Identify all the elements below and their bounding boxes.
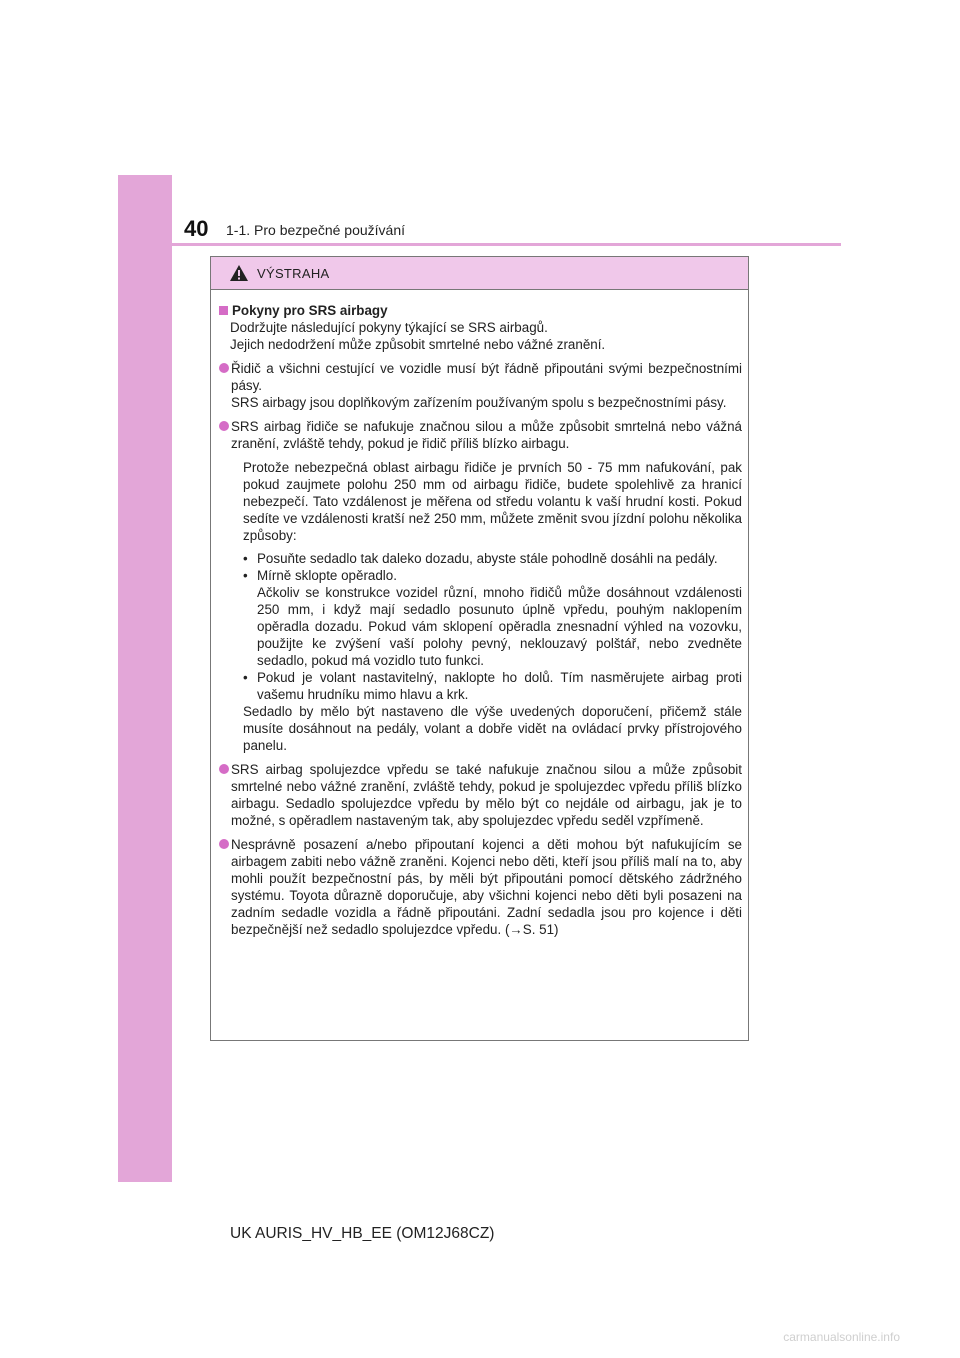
round-bullet-icon — [219, 764, 229, 774]
dash-item: • Posuňte sedadlo tak daleko dozadu, abyste stále pohodlně dosáhli na pedály. — [243, 550, 742, 567]
bullet-text: SRS airbagy jsou doplňkovým zařízením používaným spolu s bezpečnostními pásy. — [231, 395, 727, 410]
round-bullet-icon — [219, 839, 229, 849]
warning-box — [210, 256, 749, 1041]
list-item — [219, 836, 742, 938]
square-bullet-icon — [219, 306, 228, 315]
list-item — [219, 360, 742, 411]
dash-list — [219, 550, 742, 703]
page-number: 40 — [184, 216, 209, 241]
subheading-text: Pokyny pro SRS airbagy — [232, 303, 388, 318]
round-bullet-icon — [219, 421, 229, 431]
warning-header — [211, 257, 748, 290]
warning-title: VÝSTRAHA — [257, 265, 330, 281]
round-bullet-icon — [219, 363, 229, 373]
paragraph: Sedadlo by mělo být nastaveno dle výše uvedených doporučení, přičemž stále musíte dosáhnout na pedály, volant a dobře vidět na ovládací prvky přístrojového panelu. — [243, 704, 742, 753]
bullet-text: Řidič a všichni cestující ve vozidle musí být řádně připoutáni svými bezpečnostními pásy. — [231, 361, 742, 393]
intro-line: Dodržujte následující pokyny týkající se SRS airbagů. — [230, 320, 548, 335]
bullet-text: SRS airbag spolujezdce vpředu se také nafukuje značnou silou a může způsobit smrtelné nebo vážné zranění, zvláště tehdy, pokud je spolujezdec vpředu příliš blízko airbagu. Sedadlo spolujezdce vpředu by mělo být co nejdále od airbagu, jak je to možné, s opěradlem nastaveným tak, aby spolujezdec vpředu seděl vzpřímeně. — [231, 762, 742, 828]
warning-triangle-icon — [229, 264, 249, 282]
paragraph: Protože nebezpečná oblast airbagu řidiče je prvních 50 - 75 mm nafukování, pak pokud zaujmete polohu 250 mm od airbagu řidiče, budete spolehlivě za hranicí nebezpečí. Tato vzdálenost je měřena od středu volantu k vaší hrudní kosti. Pokud sedíte ve vzdálenosti kratší než 250 mm, můžete změnit svou jízdní polohu několika způsoby: — [243, 460, 742, 543]
list-item — [219, 418, 742, 452]
warning-subheading — [219, 302, 742, 319]
dash-item-text: Mírně sklopte opěradlo. — [257, 568, 397, 583]
dash-item-text: Ačkoliv se konstrukce vozidel různí, mnoho řidičů může dosáhnout vzdálenosti 250 mm, i když mají sedadlo posunuto úplně vpředu, pouhým naklopením opěradla dozadu. Pokud vám sklopení opěradla znesnadní výhled na vozovku, použijte ke zvýšení vaší polohy pevný, neklouzavý polštář, nebo zvedněte sedadlo, pokud má vozidlo tuto funkci. — [257, 585, 742, 668]
dash-item: • Mírně sklopte opěradlo. Ačkoliv se konstrukce vozidel různí, mnoho řidičů může dosáhnout vzdálenosti 250 mm, i když mají sedadlo posunuto úplně vpředu, pouhým naklopením opěradla dozadu. Pokud vám sklopení opěradla znesnadní výhled na vozovku, použijte ke zvýšení vaší polohy pevný, neklouzavý polštář, nebo zvedněte sedadlo, pokud má vozidlo tuto funkci. — [243, 568, 742, 668]
warning-body — [211, 290, 748, 938]
watermark: carmanualsonline.info — [783, 1330, 900, 1344]
bullet-text: Nesprávně posazení a/nebo připoutaní kojenci a děti mohou být nafukujícím se airbagem zabiti nebo vážně zraněni. Kojenci nebo děti, kteří jsou příliš malí na to, aby mohli použít bezpečnostní pás, by měli být připoutáni pomocí dětského zádržného systému. Toyota důrazně doporučuje, aby všichni kojenci nebo děti byli posazeni na zadním sedadle vozidla a řádně připoutáni. Zadní sedadla jsou pro kojence i děti bezpečnější než sedadlo spolujezdce vpředu. (→S. 51) — [231, 837, 742, 937]
dash-item: • Pokud je volant nastavitelný, naklopte ho dolů. Tím nasměrujete airbag proti vašemu hrudníku mimo hlavu a krk. — [243, 670, 742, 702]
dash-item-text: Posuňte sedadlo tak daleko dozadu, abyste stále pohodlně dosáhli na pedály. — [257, 551, 718, 566]
list-item — [219, 761, 742, 829]
header-rule — [172, 243, 841, 246]
chapter-side-band — [118, 175, 172, 1182]
intro-line: Jejich nedodržení může způsobit smrtelné nebo vážné zranění. — [230, 337, 606, 352]
bullet-text: SRS airbag řidiče se nafukuje značnou silou a může způsobit smrtelná nebo vážná zranění, zvláště tehdy, pokud je řidič příliš blízko airbagu. — [231, 419, 742, 451]
manual-code: UK AURIS_HV_HB_EE (OM12J68CZ) — [230, 1225, 495, 1242]
dash-item-text: Pokud je volant nastavitelný, naklopte ho dolů. Tím nasměrujete airbag proti vašemu hrudníku mimo hlavu a krk. — [257, 670, 742, 702]
section-title: 1-1. Pro bezpečné používání — [226, 222, 406, 238]
